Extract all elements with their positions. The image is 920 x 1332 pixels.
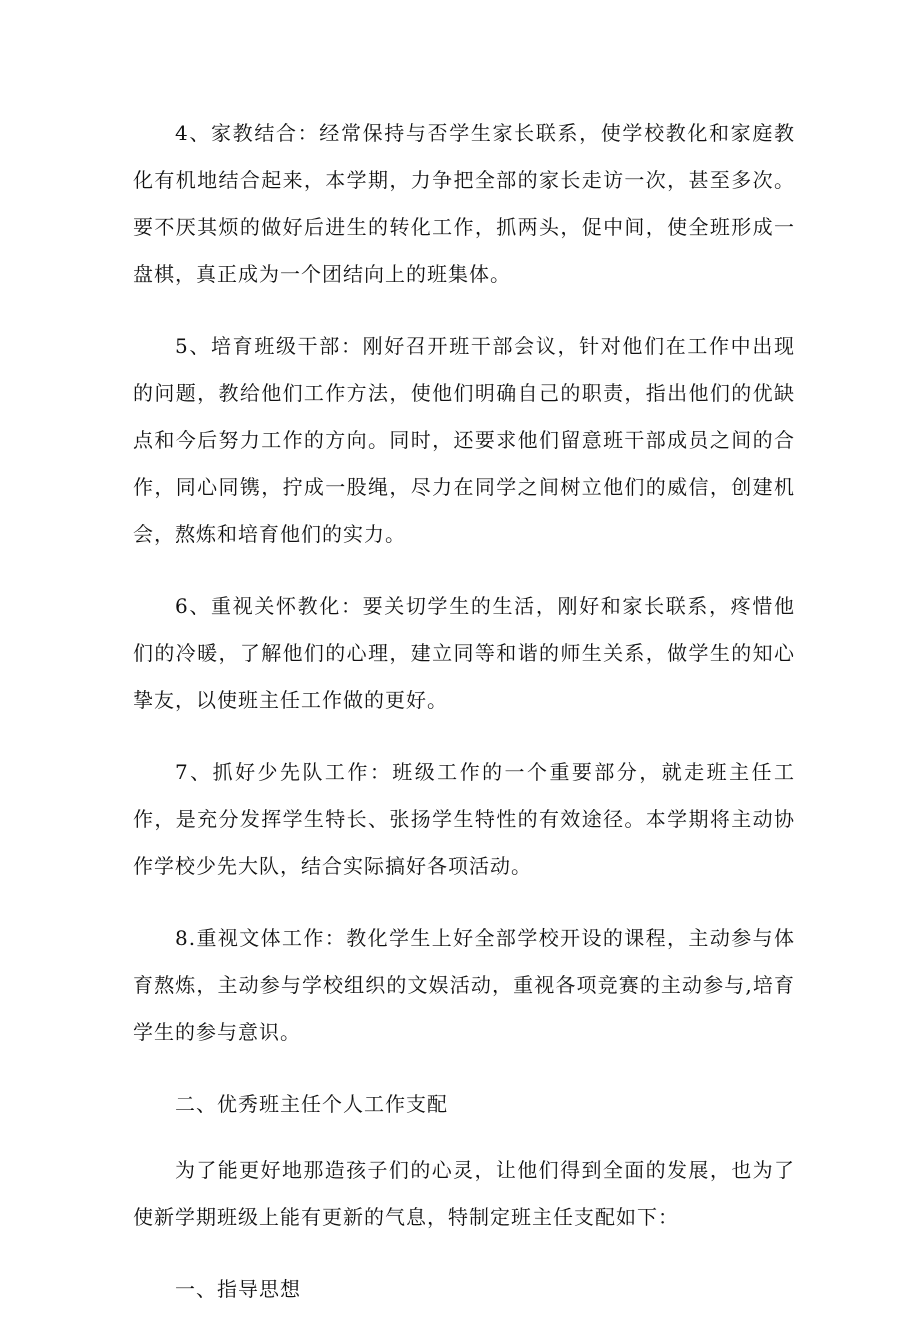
paragraph-home-school-cooperation: 4、家教结合：经常保持与否学生家长联系，使学校教化和家庭教化有机地结合起来，本学期，力争把全部的家长走访一次，甚至多次。要不厌其烦的做好后进生的转化工作，抓两头，促中间，使全班形成一盘棋，真正成为一个团结向上的班集体。 bbox=[133, 121, 795, 286]
section-heading-guiding-ideology: 一、指导思想 bbox=[175, 1277, 301, 1301]
paragraph-plan-intro: 为了能更好地那造孩子们的心灵，让他们得到全面的发展，也为了使新学期班级上能有更新的气息，特制定班主任支配如下： bbox=[133, 1158, 795, 1229]
paragraph-sports-culture-work: 8.重视文体工作：教化学生上好全部学校开设的课程，主动参与体育熬炼，主动参与学校组织的文娱活动，重视各项竞赛的主动参与,培育学生的参与意识。 bbox=[133, 926, 795, 1044]
paragraph-class-cadre-training: 5、培育班级干部：刚好召开班干部会议，针对他们在工作中出现的问题，教给他们工作方法，使他们明确自己的职责，指出他们的优缺点和今后努力工作的方向。同时，还要求他们留意班干部成员之间的合作，同心同镌，拧成一股绳，尽力在同学之间树立他们的威信，创建机会，熬炼和培育他们的实力。 bbox=[133, 334, 795, 546]
paragraph-young-pioneers-work: 7、抓好少先队工作：班级工作的一个重要部分，就走班主任工作，是充分发挥学生特长、张扬学生特性的有效途径。本学期将主动协作学校少先大队，结合实际搞好各项活动。 bbox=[133, 760, 795, 878]
section-heading-work-plan: 二、优秀班主任个人工作支配 bbox=[175, 1092, 448, 1116]
document-body bbox=[133, 110, 795, 1332]
paragraph-care-education: 6、重视关怀教化：要关切学生的生活，刚好和家长联系，疼惜他们的冷暖，了解他们的心理，建立同等和谐的师生关系，做学生的知心挚友，以使班主任工作做的更好。 bbox=[133, 594, 795, 712]
